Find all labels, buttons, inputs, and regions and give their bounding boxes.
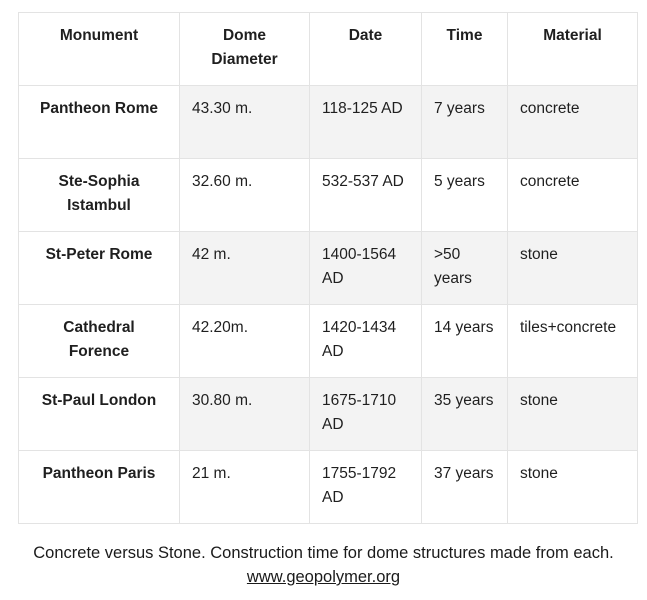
cell-time: 14 years xyxy=(422,305,508,378)
cell-material: stone xyxy=(508,232,638,305)
cell-monument: Ste-Sophia Istambul xyxy=(19,159,180,232)
cell-date: 1420-1434 AD xyxy=(310,305,422,378)
table-row xyxy=(19,232,638,305)
cell-diameter: 32.60 m. xyxy=(180,159,310,232)
dome-comparison-table xyxy=(18,12,638,524)
table-row xyxy=(19,305,638,378)
cell-diameter: 21 m. xyxy=(180,451,310,524)
cell-material: concrete xyxy=(508,86,638,159)
table-row xyxy=(19,86,638,159)
cell-time: >50 years xyxy=(422,232,508,305)
cell-date: 1755-1792 AD xyxy=(310,451,422,524)
table-body xyxy=(19,86,638,524)
cell-monument: St-Peter Rome xyxy=(19,232,180,305)
cell-material: stone xyxy=(508,451,638,524)
cell-diameter: 42.20m. xyxy=(180,305,310,378)
header-row xyxy=(19,13,638,86)
cell-date: 532-537 AD xyxy=(310,159,422,232)
header-time: Time xyxy=(422,13,508,86)
cell-material: concrete xyxy=(508,159,638,232)
cell-date: 118-125 AD xyxy=(310,86,422,159)
header-material: Material xyxy=(508,13,638,86)
cell-diameter: 30.80 m. xyxy=(180,378,310,451)
table-row xyxy=(19,378,638,451)
source-link[interactable]: www.geopolymer.org xyxy=(246,568,401,586)
table-row xyxy=(19,159,638,232)
cell-diameter: 43.30 m. xyxy=(180,86,310,159)
cell-date: 1675-1710 AD xyxy=(310,378,422,451)
cell-time: 35 years xyxy=(422,378,508,451)
header-date: Date xyxy=(310,13,422,86)
table-header xyxy=(19,13,638,86)
cell-material: tiles+concrete xyxy=(508,305,638,378)
cell-material: stone xyxy=(508,378,638,451)
cell-time: 37 years xyxy=(422,451,508,524)
cell-time: 7 years xyxy=(422,86,508,159)
table-row xyxy=(19,451,638,524)
cell-monument: Cathedral Forence xyxy=(19,305,180,378)
caption-text: Concrete versus Stone. Construction time for dome structures made from each. xyxy=(33,544,614,562)
header-dome-diameter: Dome Diameter xyxy=(180,13,310,86)
cell-diameter: 42 m. xyxy=(180,232,310,305)
header-monument: Monument xyxy=(19,13,180,86)
cell-date: 1400-1564 AD xyxy=(310,232,422,305)
cell-monument: St-Paul London xyxy=(19,378,180,451)
cell-monument: Pantheon Paris xyxy=(19,451,180,524)
figure-caption xyxy=(0,541,647,589)
cell-monument: Pantheon Rome xyxy=(19,86,180,159)
cell-time: 5 years xyxy=(422,159,508,232)
